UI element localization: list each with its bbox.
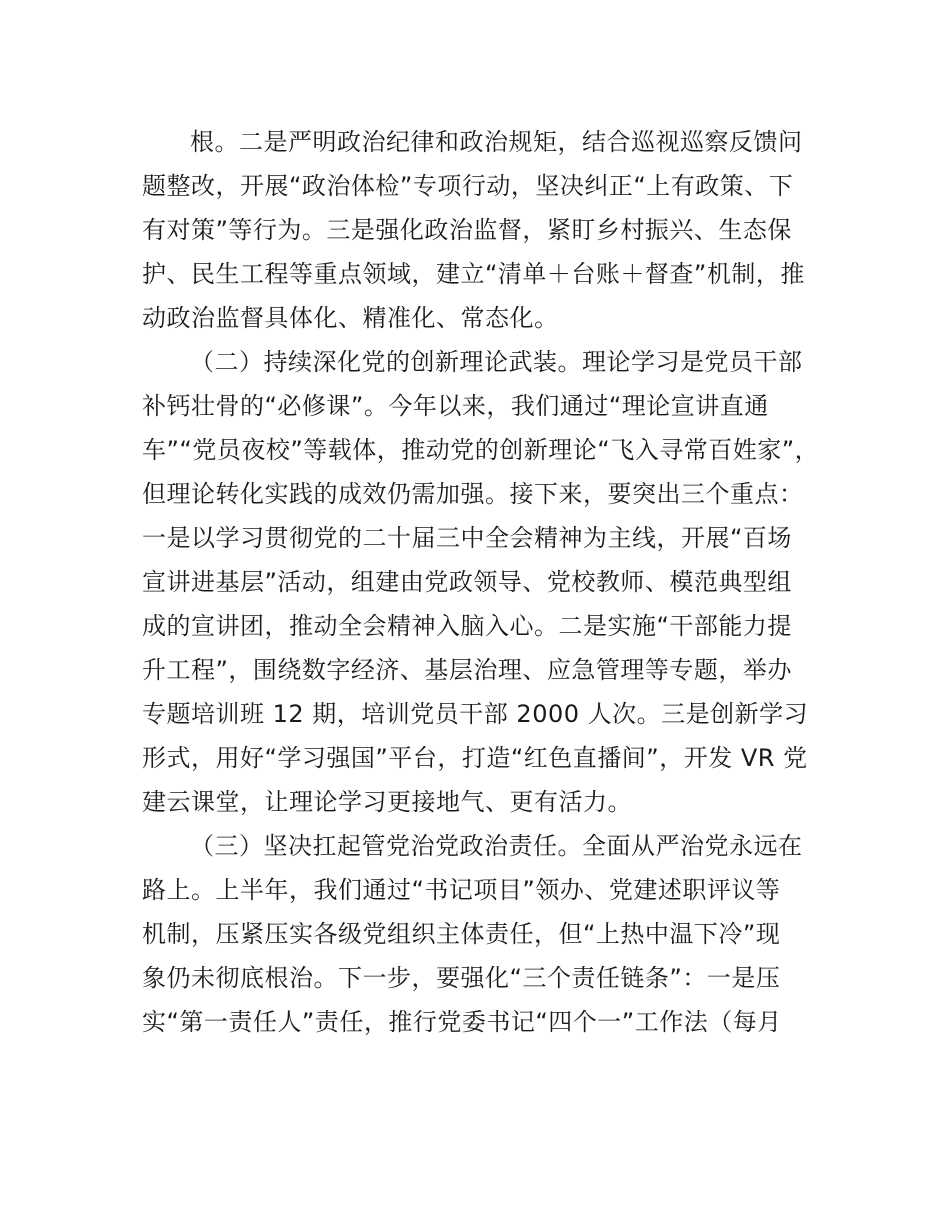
text-line: 形式，用好“学习强国”平台，打造“红色直播间”，开发 VR 党 (142, 744, 808, 772)
text-line: 路上。上半年，我们通过“书记项目”领办、党建述职评议等 (142, 876, 781, 904)
text-line: 建云课堂，让理论学习更接地气、更有活力。 (142, 788, 632, 816)
text-line: 宣讲进基层”活动，组建由党政领导、党校教师、模范典型组 (142, 568, 792, 596)
text-line: 补钙壮骨的“必修课”。今年以来，我们通过“理论宣讲直通 (142, 392, 769, 420)
body-text (142, 120, 822, 1044)
text-line: 实“第一责任人”责任，推行党委书记“四个一”工作法（每月 (142, 1008, 782, 1036)
text-line: 根。二是严明政治纪律和政治规矩，结合巡视巡察反馈问 (190, 128, 803, 156)
text-line: 专题培训班 12 期，培训党员干部 2000 人次。三是创新学习 (142, 700, 809, 728)
text-line: （二）持续深化党的创新理论武装。理论学习是党员干部 (190, 348, 803, 376)
text-line: 象仍未彻底根治。下一步，要强化“三个责任链条”：一是压 (142, 964, 781, 992)
text-line: 升工程”，围绕数字经济、基层治理、应急管理等专题，举办 (142, 656, 792, 684)
paragraph-continuation (142, 120, 822, 340)
text-line: 一是以学习贯彻党的二十届三中全会精神为主线，开展“百场 (142, 524, 792, 552)
text-line: （三）坚决扛起管党治党政治责任。全面从严治党永远在 (190, 832, 803, 860)
text-line: 动政治监督具体化、精准化、常态化。 (142, 304, 559, 332)
text-line: 护、民生工程等重点领域，建立“清单＋台账＋督查”机制，推 (142, 260, 805, 288)
text-line: 成的宣讲团，推动全会精神入脑入心。二是实施“干部能力提 (142, 612, 792, 640)
paragraph-section-3 (142, 824, 822, 1044)
text-line: 有对策”等行为。三是强化政治监督，紧盯乡村振兴、生态保 (142, 216, 792, 244)
text-line: 题整改，开展“政治体检”专项行动，坚决纠正“上有政策、下 (142, 172, 794, 200)
paragraph-section-2 (142, 340, 822, 824)
text-line: 车”“党员夜校”等载体，推动党的创新理论“飞入寻常百姓家”， (142, 436, 820, 464)
text-line: 但理论转化实践的成效仍需加强。接下来，要突出三个重点： (142, 480, 804, 508)
text-line: 机制，压紧压实各级党组织主体责任，但“上热中温下冷”现 (142, 920, 781, 948)
